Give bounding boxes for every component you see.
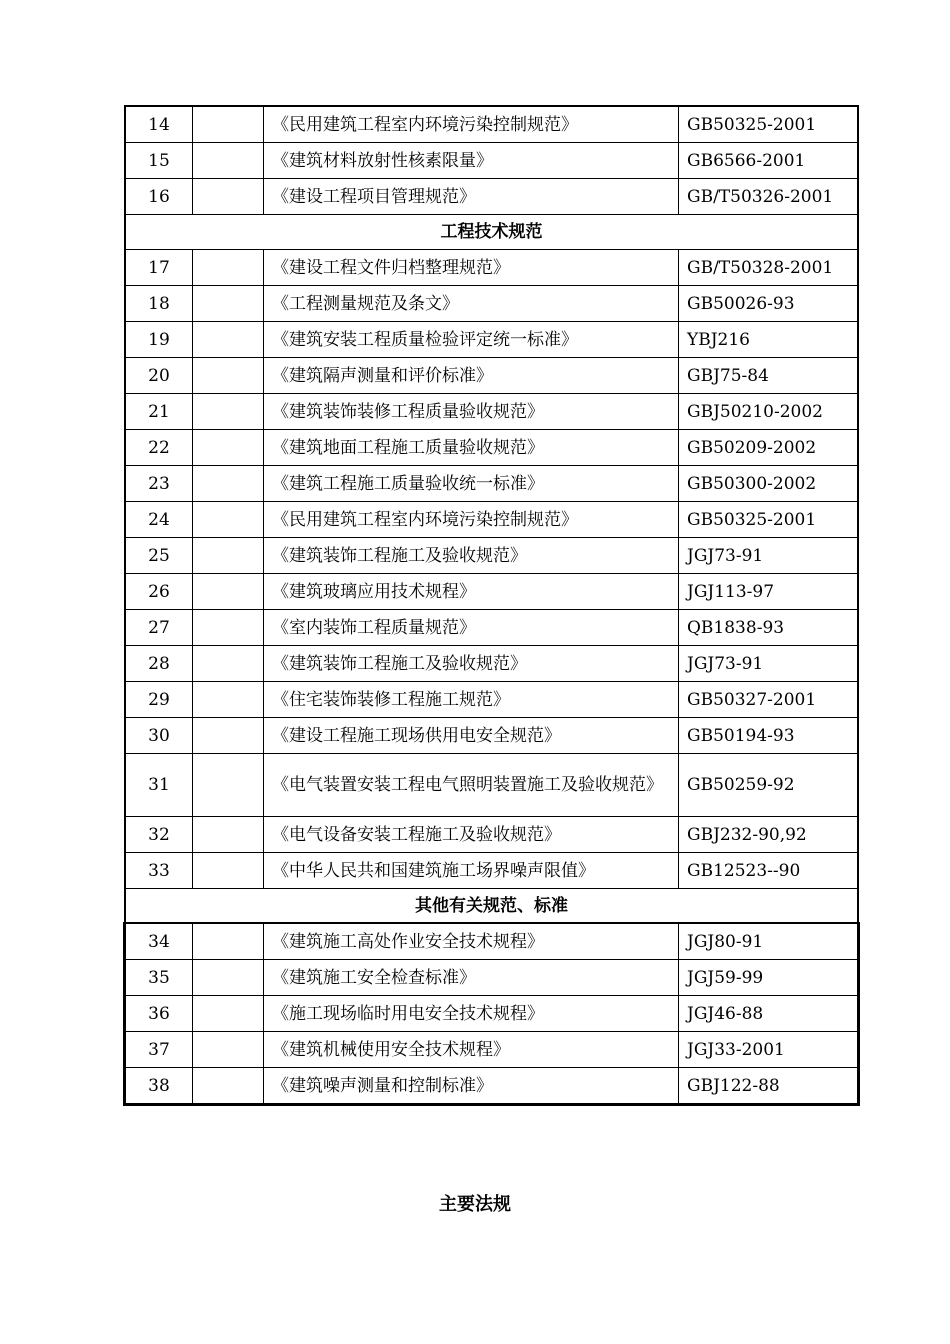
- standard-code: JGJ73-91: [679, 538, 859, 574]
- standard-code: GBJ75-84: [679, 358, 859, 394]
- row-number: 15: [125, 143, 193, 179]
- standard-title: 《建筑噪声测量和控制标准》: [264, 1068, 679, 1105]
- standard-title: 《中华人民共和国建筑施工场界噪声限值》: [264, 853, 679, 889]
- standard-title: 《电气装置安装工程电气照明装置施工及验收规范》: [264, 754, 679, 817]
- standard-code: JGJ59-99: [679, 960, 859, 996]
- row-number: 27: [125, 610, 193, 646]
- standard-title: 《建设工程施工现场供用电安全规范》: [264, 718, 679, 754]
- row-number: 14: [125, 106, 193, 143]
- table-row: [125, 610, 858, 646]
- row-number: 22: [125, 430, 193, 466]
- standard-code: QB1838-93: [679, 610, 859, 646]
- standard-code: GBJ122-88: [679, 1068, 859, 1105]
- standard-title: 《建筑装饰装修工程质量验收规范》: [264, 394, 679, 430]
- section-row: [125, 215, 858, 250]
- blank-cell: [193, 106, 264, 143]
- blank-cell: [193, 960, 264, 996]
- blank-cell: [193, 250, 264, 286]
- standard-code: GBJ232-90,92: [679, 817, 859, 853]
- table-row: [125, 106, 858, 143]
- table-row: [125, 853, 858, 889]
- standard-code: JGJ33-2001: [679, 1032, 859, 1068]
- table-row: [125, 646, 858, 682]
- row-number: 16: [125, 179, 193, 215]
- standard-code: GB12523--90: [679, 853, 859, 889]
- standard-code: GB50026-93: [679, 286, 859, 322]
- row-number: 31: [125, 754, 193, 817]
- standard-title: 《建设工程项目管理规范》: [264, 179, 679, 215]
- section-heading: 其他有关规范、标准: [125, 889, 858, 924]
- blank-cell: [193, 817, 264, 853]
- row-number: 38: [125, 1068, 193, 1105]
- blank-cell: [193, 358, 264, 394]
- table-row: [125, 1032, 858, 1068]
- standard-code: GB/T50328-2001: [679, 250, 859, 286]
- blank-cell: [193, 286, 264, 322]
- standard-title: 《建筑施工安全检查标准》: [264, 960, 679, 996]
- table-row: [125, 754, 858, 817]
- standard-title: 《工程测量规范及条文》: [264, 286, 679, 322]
- row-number: 34: [125, 924, 193, 960]
- blank-cell: [193, 610, 264, 646]
- blank-cell: [193, 646, 264, 682]
- table-row: [125, 179, 858, 215]
- standard-code: JGJ80-91: [679, 924, 859, 960]
- table-row: [125, 682, 858, 718]
- table-row: [125, 286, 858, 322]
- standard-title: 《建筑隔声测量和评价标准》: [264, 358, 679, 394]
- blank-cell: [193, 996, 264, 1032]
- standard-title: 《建设工程文件归档整理规范》: [264, 250, 679, 286]
- standard-code: JGJ73-91: [679, 646, 859, 682]
- table-row: [125, 250, 858, 286]
- blank-cell: [193, 502, 264, 538]
- table-row: [125, 1068, 858, 1105]
- row-number: 19: [125, 322, 193, 358]
- table-row: [125, 322, 858, 358]
- standard-title: 《施工现场临时用电安全技术规程》: [264, 996, 679, 1032]
- standard-code: YBJ216: [679, 322, 859, 358]
- section-row: [125, 889, 858, 924]
- blank-cell: [193, 538, 264, 574]
- standard-title: 《室内装饰工程质量规范》: [264, 610, 679, 646]
- table-row: [125, 574, 858, 610]
- row-number: 28: [125, 646, 193, 682]
- table-row: [125, 358, 858, 394]
- table-row: [125, 817, 858, 853]
- row-number: 30: [125, 718, 193, 754]
- row-number: 36: [125, 996, 193, 1032]
- blank-cell: [193, 322, 264, 358]
- standard-title: 《建筑材料放射性核素限量》: [264, 143, 679, 179]
- standard-title: 《建筑安装工程质量检验评定统一标准》: [264, 322, 679, 358]
- standard-code: GB50327-2001: [679, 682, 859, 718]
- row-number: 20: [125, 358, 193, 394]
- standard-code: GB50325-2001: [679, 502, 859, 538]
- blank-cell: [193, 1068, 264, 1105]
- standard-title: 《建筑装饰工程施工及验收规范》: [264, 646, 679, 682]
- blank-cell: [193, 430, 264, 466]
- standard-code: GB6566-2001: [679, 143, 859, 179]
- blank-cell: [193, 853, 264, 889]
- table-row: [125, 996, 858, 1032]
- rows-group-a: [125, 106, 858, 215]
- standard-title: 《建筑机械使用安全技术规程》: [264, 1032, 679, 1068]
- standard-title: 《住宅装饰装修工程施工规范》: [264, 682, 679, 718]
- row-number: 35: [125, 960, 193, 996]
- row-number: 32: [125, 817, 193, 853]
- table-row: [125, 924, 858, 960]
- standard-title: 《建筑工程施工质量验收统一标准》: [264, 466, 679, 502]
- blank-cell: [193, 924, 264, 960]
- blank-cell: [193, 394, 264, 430]
- blank-cell: [193, 179, 264, 215]
- row-number: 25: [125, 538, 193, 574]
- blank-cell: [193, 682, 264, 718]
- row-number: 21: [125, 394, 193, 430]
- table-row: [125, 143, 858, 179]
- section-heading: 工程技术规范: [125, 215, 858, 250]
- table-row: [125, 466, 858, 502]
- standard-title: 《建筑地面工程施工质量验收规范》: [264, 430, 679, 466]
- standard-title: 《民用建筑工程室内环境污染控制规范》: [264, 502, 679, 538]
- standard-title: 《电气设备安装工程施工及验收规范》: [264, 817, 679, 853]
- standard-title: 《建筑玻璃应用技术规程》: [264, 574, 679, 610]
- standards-table: [124, 105, 859, 1105]
- blank-cell: [193, 754, 264, 817]
- row-number: 33: [125, 853, 193, 889]
- standard-title: 《建筑装饰工程施工及验收规范》: [264, 538, 679, 574]
- page-heading: 主要法规: [439, 1194, 511, 1215]
- standard-code: GBJ50210-2002: [679, 394, 859, 430]
- row-number: 26: [125, 574, 193, 610]
- blank-cell: [193, 718, 264, 754]
- standard-code: JGJ46-88: [679, 996, 859, 1032]
- blank-cell: [193, 1032, 264, 1068]
- standard-code: GB50194-93: [679, 718, 859, 754]
- standard-code: GB50300-2002: [679, 466, 859, 502]
- standard-code: GB50259-92: [679, 754, 859, 817]
- standard-title: 《建筑施工高处作业安全技术规程》: [264, 924, 679, 960]
- row-number: 17: [125, 250, 193, 286]
- row-number: 24: [125, 502, 193, 538]
- blank-cell: [193, 466, 264, 502]
- table-row: [125, 502, 858, 538]
- standard-code: JGJ113-97: [679, 574, 859, 610]
- table-row: [125, 718, 858, 754]
- row-number: 23: [125, 466, 193, 502]
- table-row: [125, 960, 858, 996]
- section-b: [125, 215, 858, 250]
- row-number: 29: [125, 682, 193, 718]
- standard-code: GB/T50326-2001: [679, 179, 859, 215]
- row-number: 37: [125, 1032, 193, 1068]
- table-row: [125, 394, 858, 430]
- blank-cell: [193, 574, 264, 610]
- standard-title: 《民用建筑工程室内环境污染控制规范》: [264, 106, 679, 143]
- rows-group-b: [125, 250, 858, 889]
- table-row: [125, 430, 858, 466]
- table-row: [125, 538, 858, 574]
- standard-code: GB50209-2002: [679, 430, 859, 466]
- blank-cell: [193, 143, 264, 179]
- rows-group-c: [125, 924, 858, 1105]
- standard-code: GB50325-2001: [679, 106, 859, 143]
- section-c: [125, 889, 858, 924]
- row-number: 18: [125, 286, 193, 322]
